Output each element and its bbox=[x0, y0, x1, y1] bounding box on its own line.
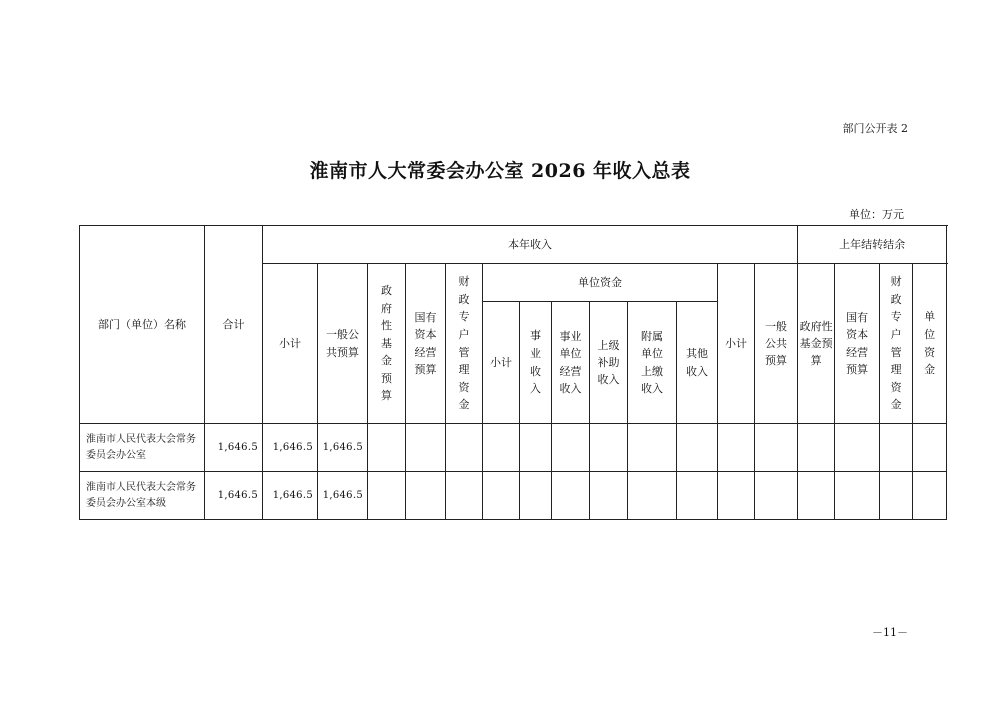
header-carryover-general-budget: 一般公共预算 bbox=[755, 264, 798, 424]
header-carryover-gov-fund: 政府性基金预算 bbox=[798, 264, 835, 424]
header-carryover-subtotal: 小计 bbox=[718, 264, 755, 424]
empty-cell bbox=[798, 472, 835, 520]
header-business-unit-operation: 事业单位经营收入 bbox=[552, 302, 590, 424]
empty-cell bbox=[590, 472, 628, 520]
empty-cell bbox=[628, 424, 677, 472]
header-superior-subsidy: 上级补助收入 bbox=[590, 302, 628, 424]
header-unit-funds: 单位资金 bbox=[483, 264, 718, 302]
empty-cell bbox=[798, 424, 835, 472]
row-general-budget: 1,646.5 bbox=[318, 424, 368, 472]
row-dept-name: 淮南市人民代表大会常务委员会办公室本级 bbox=[80, 472, 205, 520]
empty-cell bbox=[718, 472, 755, 520]
empty-cell bbox=[483, 472, 520, 520]
page-tag: 部门公开表 2 bbox=[842, 122, 908, 135]
empty-cell bbox=[913, 472, 947, 520]
header-carryover: 上年结转结余 bbox=[798, 226, 947, 264]
header-subtotal: 小计 bbox=[263, 264, 318, 424]
income-table-wrap bbox=[79, 225, 947, 520]
header-gov-fund: 政府性基金预算 bbox=[368, 264, 406, 424]
header-general-budget: 一般公共预算 bbox=[318, 264, 368, 424]
empty-cell bbox=[628, 472, 677, 520]
document-title: 淮南市人大常委会办公室 2026 年收入总表 bbox=[309, 160, 691, 182]
unit-note: 单位：万元 bbox=[849, 208, 904, 221]
empty-cell bbox=[677, 424, 718, 472]
empty-cell bbox=[835, 472, 880, 520]
empty-cell bbox=[880, 472, 913, 520]
empty-cell bbox=[552, 472, 590, 520]
row-total: 1,646.5 bbox=[205, 472, 263, 520]
empty-cell bbox=[368, 472, 406, 520]
empty-cell bbox=[913, 424, 947, 472]
header-current-year-income: 本年收入 bbox=[263, 226, 798, 264]
empty-cell bbox=[520, 472, 552, 520]
header-dept-name: 部门（单位）名称 bbox=[80, 226, 205, 424]
empty-cell bbox=[755, 472, 798, 520]
row-subtotal: 1,646.5 bbox=[263, 424, 318, 472]
empty-cell bbox=[880, 424, 913, 472]
page-number: －11－ bbox=[872, 626, 908, 639]
header-other-income: 其他收入 bbox=[677, 302, 718, 424]
table-row bbox=[80, 424, 947, 472]
header-state-capital: 国有资本经营预算 bbox=[406, 264, 446, 424]
empty-cell bbox=[718, 424, 755, 472]
empty-cell bbox=[677, 472, 718, 520]
header-carryover-fiscal-special: 财政专户管理资金 bbox=[880, 264, 913, 424]
row-general-budget: 1,646.5 bbox=[318, 472, 368, 520]
header-business-income: 事业收入 bbox=[520, 302, 552, 424]
income-summary-table bbox=[79, 225, 947, 520]
empty-cell bbox=[406, 472, 446, 520]
header-unit-subtotal: 小计 bbox=[483, 302, 520, 424]
empty-cell bbox=[446, 424, 483, 472]
empty-cell bbox=[406, 424, 446, 472]
header-affiliated-payment: 附属单位上缴收入 bbox=[628, 302, 677, 424]
empty-cell bbox=[552, 424, 590, 472]
header-carryover-state-capital: 国有资本经营预算 bbox=[835, 264, 880, 424]
row-subtotal: 1,646.5 bbox=[263, 472, 318, 520]
header-fiscal-special: 财政专户管理资金 bbox=[446, 264, 483, 424]
empty-cell bbox=[446, 472, 483, 520]
header-carryover-unit-funds: 单位资金 bbox=[913, 264, 947, 424]
empty-cell bbox=[755, 424, 798, 472]
empty-cell bbox=[483, 424, 520, 472]
empty-cell bbox=[835, 424, 880, 472]
empty-cell bbox=[368, 424, 406, 472]
header-total: 合计 bbox=[205, 226, 263, 424]
table-row bbox=[80, 472, 947, 520]
empty-cell bbox=[590, 424, 628, 472]
row-total: 1,646.5 bbox=[205, 424, 263, 472]
empty-cell bbox=[520, 424, 552, 472]
row-dept-name: 淮南市人民代表大会常务委员会办公室 bbox=[80, 424, 205, 472]
